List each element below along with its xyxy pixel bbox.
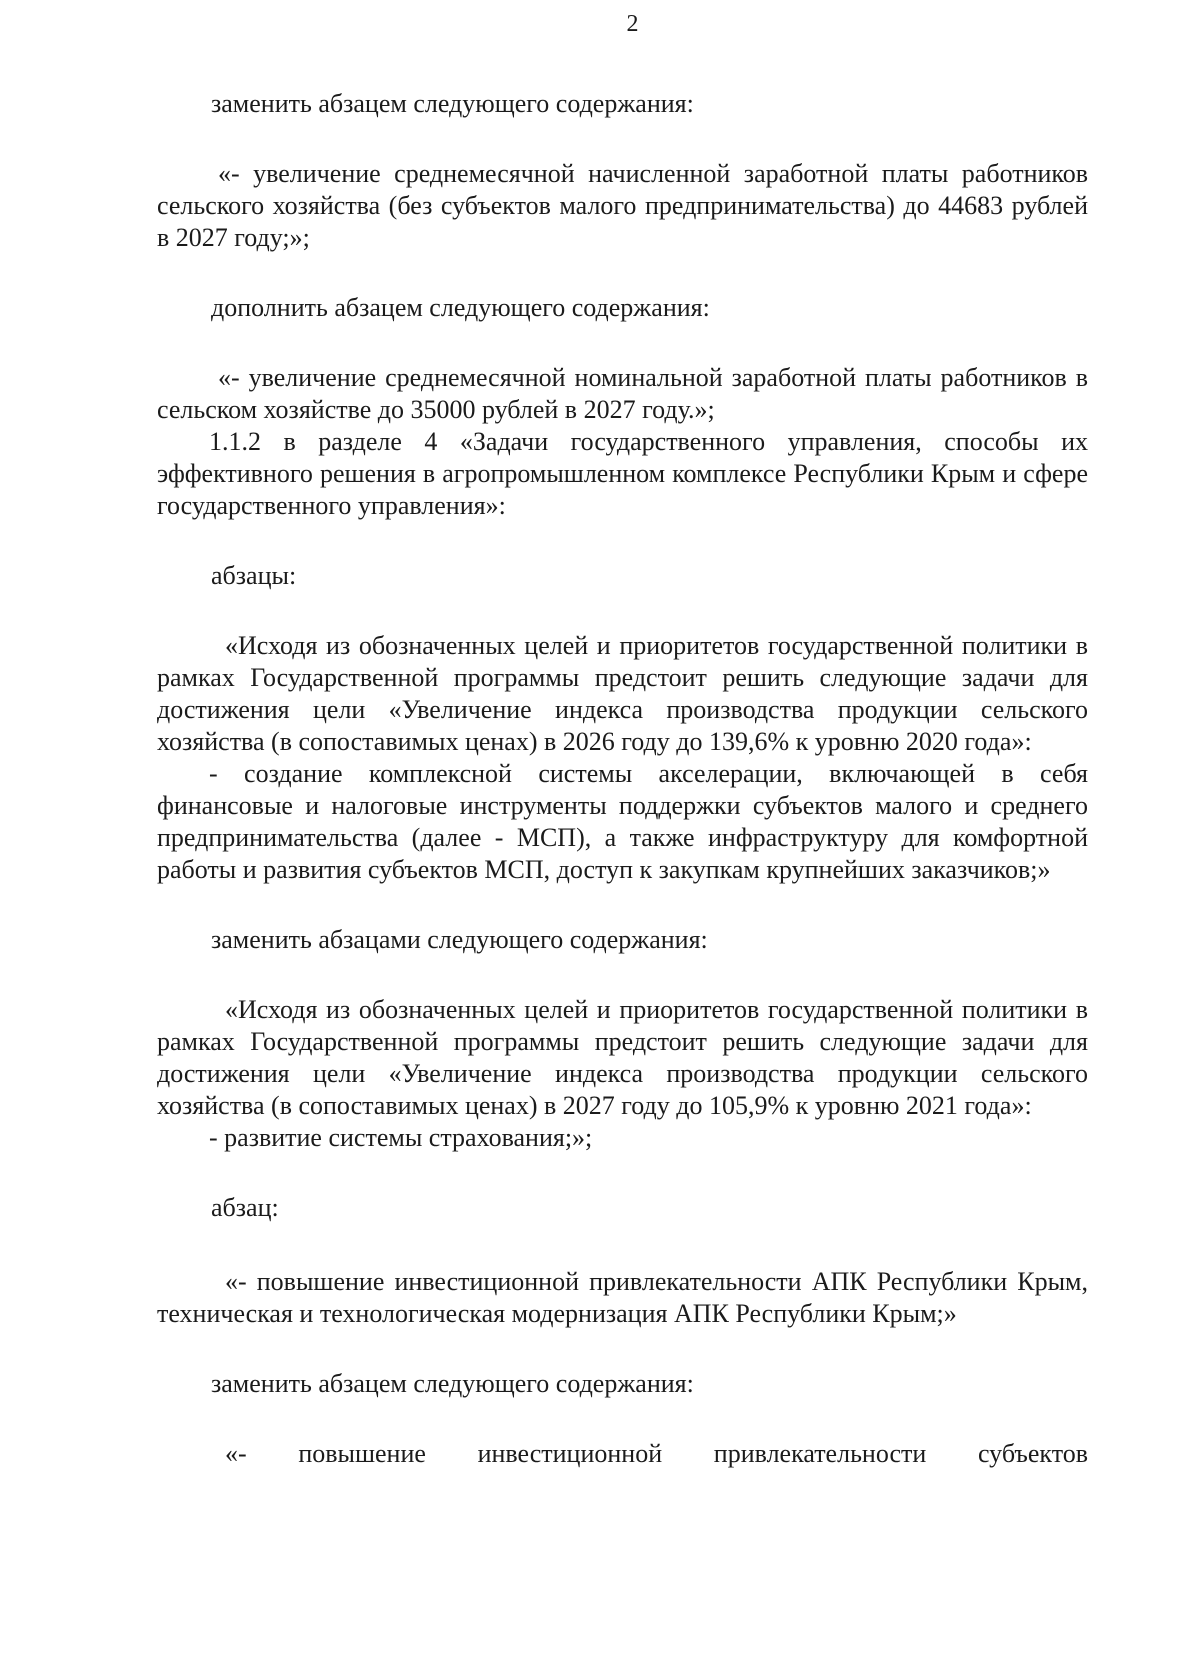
paragraph-paragraphs-label: абзацы:	[211, 561, 297, 590]
paragraph-section-4-reference: 1.1.2 в разделе 4 «Задачи государственного управления, способы их эффективного решения в агропромышленном комплексе Республики Крым и сфере государственного управления»:	[157, 427, 1088, 520]
paragraph-paragraph-label: абзац:	[211, 1193, 279, 1222]
paragraph-insurance-system: - развитие системы страхования;»;	[209, 1123, 593, 1152]
paragraph-tasks-new: «Исходя из обозначенных целей и приоритетов государственной политики в рамках Государственной программы предстоит решить следующие задачи для достижения цели «Увеличение индекса производства продукции сельского хозяйства (в сопоставимых ценах) в 2027 году до 105,9% к уровню 2021 года»:	[157, 995, 1088, 1120]
spacer	[157, 120, 1088, 158]
paragraph-replace-instruction-2: заменить абзацами следующего содержания:	[211, 925, 708, 954]
paragraph-replace-instruction-1: заменить абзацем следующего содержания:	[211, 89, 694, 118]
spacer	[157, 1330, 1088, 1368]
spacer	[157, 324, 1088, 362]
paragraph-salary-nominal: «- увеличение среднемесячной номинальной заработной платы работников в сельском хозяйстве до 35000 рублей в 2027 году.»;	[157, 363, 1088, 424]
spacer	[157, 1224, 1088, 1266]
spacer	[157, 522, 1088, 560]
paragraph-acceleration-system: - создание комплексной системы акселерации, включающей в себя финансовые и налоговые инструменты поддержки субъектов малого и среднего предпринимательства (далее - МСП), а также инфраструктуру для комфортной работы и развития субъектов МСП, доступ к закупкам крупнейших заказчиков;»	[157, 759, 1088, 884]
spacer	[157, 1154, 1088, 1192]
paragraph-salary-accrued: «- увеличение среднемесячной начисленной заработной платы работников сельского хозяйства (без субъектов малого предпринимательства) до 44683 рублей в 2027 году;»;	[157, 159, 1088, 252]
spacer	[157, 886, 1088, 924]
paragraph-investment-old: «- повышение инвестиционной привлекательности АПК Республики Крым, техническая и технологическая модернизация АПК Республики Крым;»	[157, 1267, 1088, 1328]
page-number: 2	[626, 11, 639, 37]
spacer	[157, 956, 1088, 994]
paragraph-replace-instruction-3: заменить абзацем следующего содержания:	[211, 1369, 694, 1398]
spacer	[157, 592, 1088, 630]
spacer	[157, 254, 1088, 292]
paragraph-add-instruction: дополнить абзацем следующего содержания:	[211, 293, 710, 322]
paragraph-investment-new: «- повышение инвестиционной привлекательности субъектов	[225, 1439, 1088, 1468]
spacer	[157, 1400, 1088, 1438]
paragraph-tasks-old: «Исходя из обозначенных целей и приоритетов государственной политики в рамках Государственной программы предстоит решить следующие задачи для достижения цели «Увеличение индекса производства продукции сельского хозяйства (в сопоставимых ценах) в 2026 году до 139,6% к уровню 2020 года»:	[157, 631, 1088, 756]
